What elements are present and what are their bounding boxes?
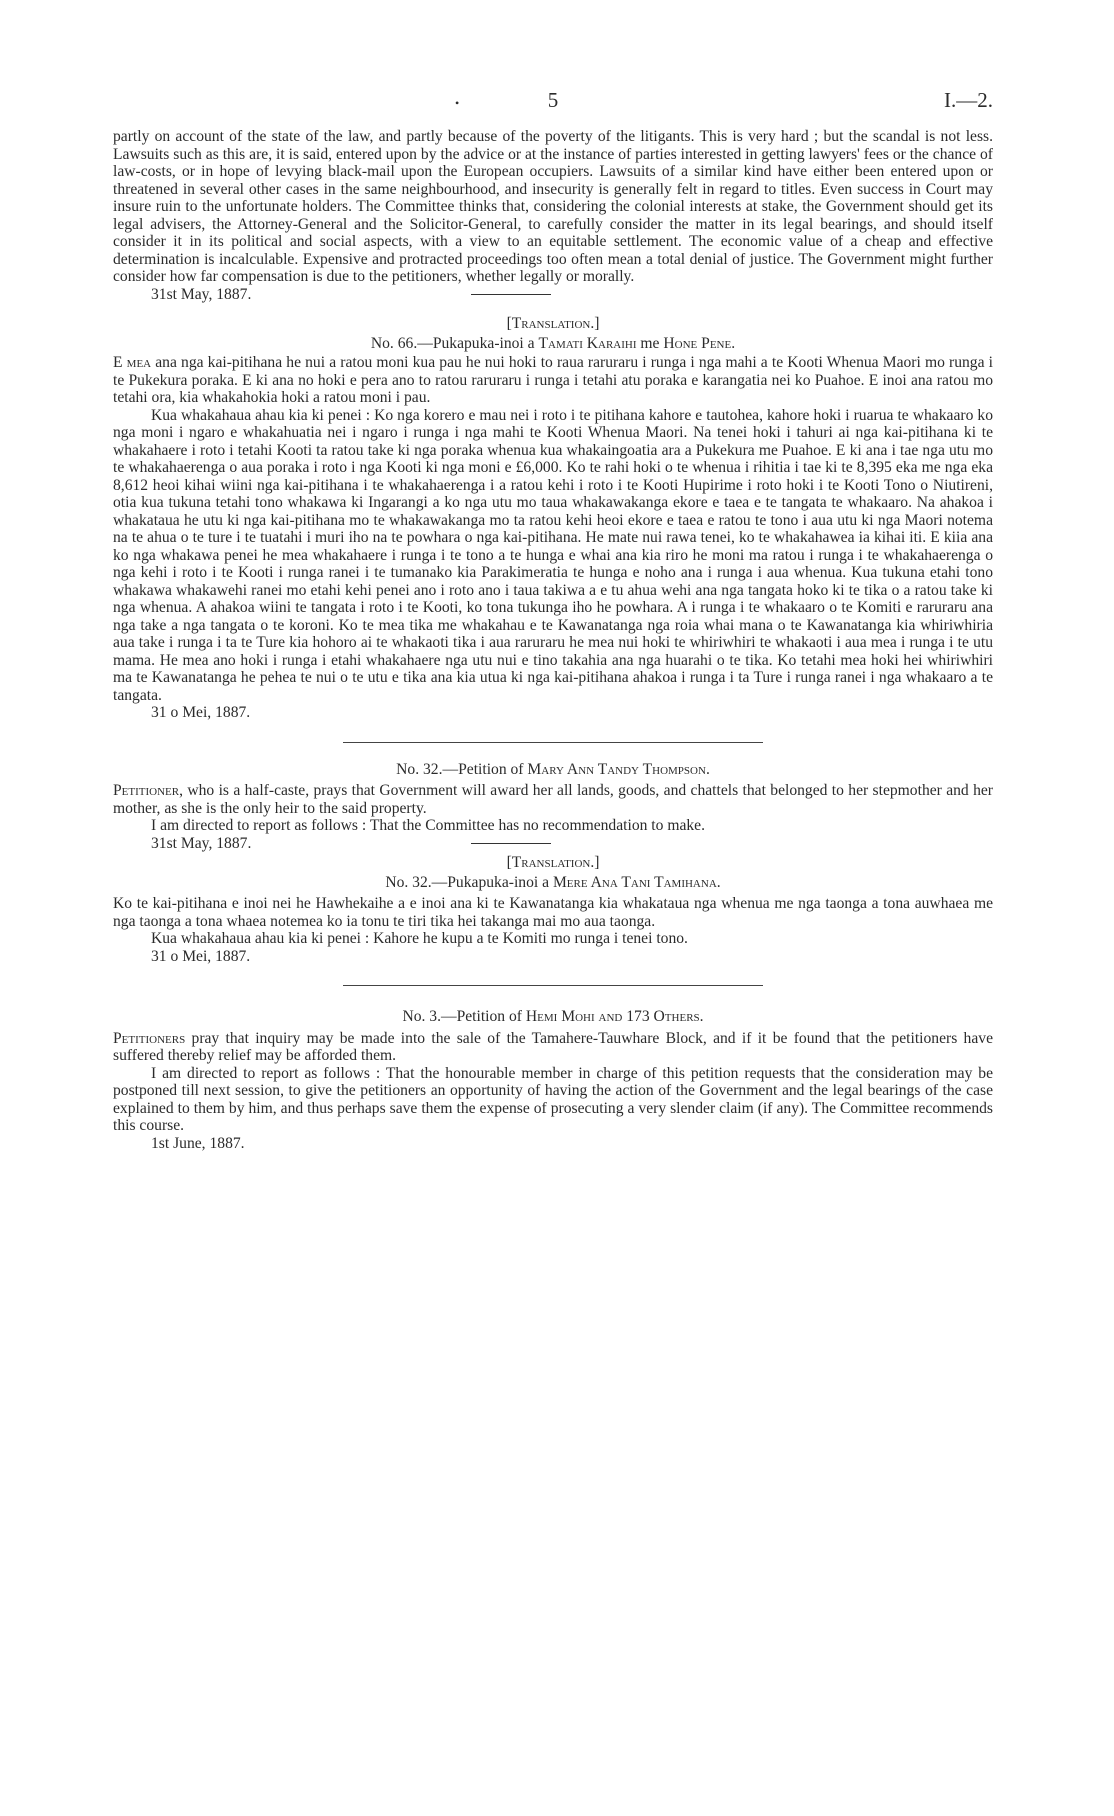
petitioner-name-1: Tamati Karaihi xyxy=(538,334,637,352)
section-divider xyxy=(343,985,763,986)
petition-3-heading: No. 3.—Petition of Hemi Mohi and 173 Others. xyxy=(402,1008,704,1025)
translation-32-date: 31 o Mei, 1887. xyxy=(151,947,251,965)
page-mark: • xyxy=(455,96,460,110)
petition-32-heading: No. 32.—Petition of Mary Ann Tandy Thompson. xyxy=(396,760,710,778)
intro-paragraph: partly on account of the state of the law, and partly because of the poverty of the litigants. This is very hard ; but the scandal is not less. Lawsuits such as this are, it is said, entered upon by the advice or at the instance of parties interested in getting lawyers' fees or the chance of law-costs, or in hope of levying black-mail upon the European occupiers. Lawsuits of a similar kind have either been entered upon or threatened in several other cases in the same neighbourhood, and insecurity is generally felt in regard to titles. Even success in Court may insure ruin to the unfortunate holders. The Committee thinks that, considering the colonial interests at stake, the Government should get its legal advisers, the Attorney-General and the Solicitor-General, to carefully consider the matter in its legal bearings, and should itself consider it in its political and social aspects, with a view to an equitable settlement. The economic value of a cheap and effective determination is incalculable. Expensive and protracted proceedings too often mean a total denial of justice. The Government might further consider how far compensation is due to the petitioners, whether legally or morally. xyxy=(113,128,993,285)
intro-date-text: 31st May, 1887. xyxy=(151,285,252,303)
page-header xyxy=(113,88,993,128)
petition-32-date: 31st May, 1887. xyxy=(113,835,993,853)
petition-32-paragraph: Petitioner, who is a half-caste, prays that Government will award her all lands, goods, and chattels that belonged to her stepmother and her mother, as she is the only heir to the said property. xyxy=(113,782,993,817)
translation-66-section xyxy=(113,315,993,722)
petition-32-section xyxy=(113,761,993,853)
lead-word: Petitioners xyxy=(113,1029,186,1047)
petition-32-report: I am directed to report as follows : That the Committee has no recommendation to make. xyxy=(151,817,706,834)
petitioner-name: Mere Ana Tani Tamihana xyxy=(552,873,717,891)
short-divider xyxy=(471,843,551,844)
translation-32-section xyxy=(113,854,993,965)
translation-32-heading: No. 32.—Pukapuka-inoi a Mere Ana Tani Tamihana. xyxy=(385,873,721,891)
translation-66-paragraph-2: Kua whakahaua ahau kia ki penei : Ko nga korero e mau nei i roto i te pitihana kahore e tautohea, kahore hoki i ruarua te whakaaro ko nga moni i ngaro e whakahuatia nei i ngaro i runga i nga mahi te Kooti Whenua Maori. Na tenei hoki i tahuri ai nga kai-pitihana ki te whakahaere i roto i tetahi Kooti ta ratou take ki nga poraka whenua kua whakaingoatia ara a Pukekura me Puahoe. E ki ana i tae nga utu mo te whakahaerenga o aua poraka i roto i nga Kooti ki nga moni e £6,000. Ko te rahi hoki o te whenua i rihitia i tae ki te 8,395 eka me nga eka 8,612 heoi kihai wiini nga kai-pitihana i te whakahaerenga i a ratou kehi i roto i te Kooti Hupirime i roto hoki i te Kooti Tono o Niutireni, otia kua tukuna tetahi tono whakawa ki Ingarangi a ko nga utu mo taua whakawakanga ekore e taea e te tangata te whakaaro. Na ahakoa i whakataua he utu ki nga kai-pitihana mo te whakawakanga mo ta ratou kehi heoi ekore e taea e ratou te tono i aua utu ki nga Maori notema na te ahua o te ture i te tuatahi i muri iho na te powhara o nga kai-pitihana. He mate nui rawa tenei, ko te whakahawea ia kihai iti. E kiia ana ko nga whakawa penei he mea whakahaere i runga i te tono a te hunga e whai ana kia riro he moni ma ratou i runga i te whakahaerenga o nga kehi i roto i te Kooti i runga ranei i te tumanako kia Parakimeratia te hunga e noho ana i runga i aua whenua. Kua tukuna etahi tono whakawa whakawehi ranei mo etahi kehi penei ano i roto ano i taua takiwa a e tu ahua wehi ana nga tangata hoko ki te tika o a ratou take ki nga whenua. A ahakoa wiini te tangata i roto i te Kooti, ko tona tukunga iho he powhara. A i runga i te whakaaro o te Komiti e raruraru ana nga take a nga tangata o te koroni. Ko te mea tika me whakahau e te Kawanatanga nga roia whai mana o te Kawanatanga kia whiriwhiria aua take i runga i ta te Ture kia hohoro ai te whakaoti tika i aua raruraru he mea nui hoki te whiriwhiri te whakaoti i aua mea i runga i te utu mama. He mea ano hoki i runga i etahi whakahaere nga utu nui e tino takahia ana nga huarahi o te tika. Ko tetahi mea hoki hei whiriwhiri ma te Kawanatanga he pehea te nui o te utu e tika ana kia utua ki nga kai-pitihana ahakoa i runga i ta Ture i runga ranei i nga whakaaro a te tangata. xyxy=(113,406,993,704)
document-page xyxy=(113,88,993,1152)
petitioner-name: Hemi Mohi and 173 Others xyxy=(525,1008,700,1025)
lead-word: Petitioner xyxy=(113,782,180,799)
lead-word: E mea xyxy=(113,354,152,371)
translation-66-heading: No. 66.—Pukapuka-inoi a Tamati Karaihi me Hone Pene. xyxy=(370,334,736,352)
intro-section xyxy=(113,128,993,303)
intro-date xyxy=(113,286,993,304)
short-divider xyxy=(471,294,551,295)
page-number: 5 xyxy=(547,88,559,112)
petition-3-section xyxy=(113,1008,993,1152)
translation-66-paragraph-1: E mea ana nga kai-pitihana he nui a ratou moni kua pau he nui hoki to raua raruraru i runga i nga mahi a te Kooti Whenua Maori mo runga i te Pukekura poraka. E ki ana no hoki e pera ano to ratou raruraru i runga i tetahi atu poraka e karangatia nei ko Puahoe. E inoi ana ratou mo tetahi ora, kia whakahokia hoki a ratou moni i pau. xyxy=(113,354,993,406)
petition-3-paragraph: Petitioners pray that inquiry may be made into the sale of the Tamahere-Tauwhare Block, and if it be found that the petitioners have suffered thereby relief may be afforded them. xyxy=(113,1029,993,1064)
translation-label: [Translation.] xyxy=(506,315,600,332)
translation-label: [Translation.] xyxy=(506,854,600,871)
document-reference: I.—2. xyxy=(944,88,993,112)
translation-32-paragraph-1: Ko te kai-pitihana e inoi nei he Hawhekaihe a e inoi ana ki te Kawanatanga kia whakataua nga whenua me nga taonga a tona auwhaea me nga taonga a tona whaea notemea ko ia tonu te tiri tika hei takanga mai mo aua taonga. xyxy=(113,895,993,930)
section-divider xyxy=(343,742,763,743)
translation-66-date: 31 o Mei, 1887. xyxy=(151,704,251,721)
petitioner-name: Mary Ann Tandy Thompson xyxy=(527,760,706,778)
translation-32-paragraph-2: Kua whakahaua ahau kia ki penei : Kahore he kupu a te Komiti mo runga i tenei tono. xyxy=(151,930,688,947)
petition-3-report: I am directed to report as follows : That the honourable member in charge of this petition requests that the consideration may be postponed till next session, to give the petitioners an opportunity of having the action of the Government and the legal bearings of the case explained to them by him, and thus perhaps save them the expense of prosecuting a very slender claim (if any). The Committee recommends this course. xyxy=(113,1064,993,1134)
petition-3-date: 1st June, 1887. xyxy=(151,1134,245,1152)
petitioner-name-2: Hone Pene xyxy=(663,334,732,352)
